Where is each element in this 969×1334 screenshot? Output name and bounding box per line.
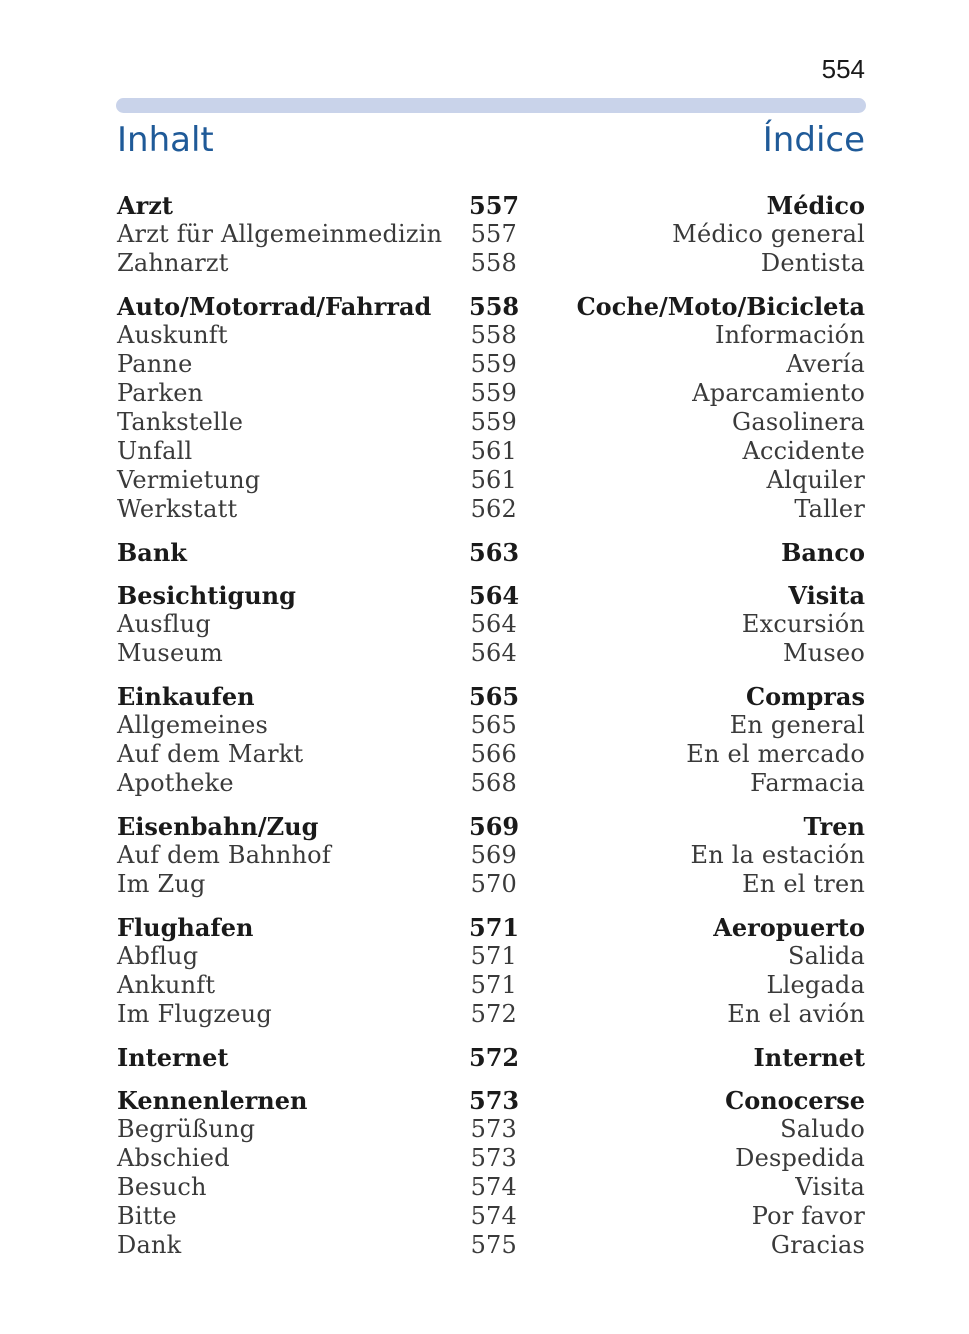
- toc-entry-row[interactable]: [117, 639, 865, 668]
- toc-entry-row[interactable]: [117, 841, 865, 870]
- page-ref: 565: [470, 711, 517, 739]
- toc-heading-row[interactable]: [117, 538, 865, 567]
- toc-entry-row[interactable]: [117, 1000, 865, 1029]
- spanish-term: Museo: [783, 639, 865, 667]
- page-ref: 573: [470, 1115, 517, 1143]
- spanish-term: Médico general: [672, 220, 865, 248]
- toc-section: [117, 581, 865, 668]
- toc-entry-row[interactable]: [117, 408, 865, 437]
- toc-entry-row[interactable]: [117, 971, 865, 1000]
- toc-entry-row[interactable]: [117, 1144, 865, 1173]
- page-ref: 558: [469, 292, 520, 321]
- german-term: Im Zug: [117, 870, 206, 898]
- toc-entry-row[interactable]: [117, 1231, 865, 1260]
- german-term: Parken: [117, 379, 204, 407]
- spanish-term: Aparcamiento: [692, 379, 865, 407]
- german-term: Dank: [117, 1231, 182, 1259]
- spanish-term: Aeropuerto: [713, 913, 865, 942]
- german-term: Zahnarzt: [117, 249, 229, 277]
- spanish-term: Dentista: [760, 249, 865, 277]
- toc-heading-row[interactable]: [117, 682, 865, 711]
- german-term: Werkstatt: [117, 495, 238, 523]
- spanish-term: En el mercado: [686, 740, 865, 768]
- toc-heading-row[interactable]: [117, 191, 865, 220]
- german-term: Allgemeines: [117, 711, 269, 739]
- page-ref: 571: [470, 942, 517, 970]
- page-ref: 572: [470, 1000, 517, 1028]
- spanish-term: Por favor: [751, 1202, 865, 1230]
- german-term: Auto/Motorrad/Fahrrad: [117, 292, 432, 321]
- toc-entry-row[interactable]: [117, 350, 865, 379]
- german-term: Arzt für Allgemeinmedizin: [117, 220, 443, 248]
- page-ref: 558: [470, 249, 517, 277]
- toc-heading-row[interactable]: [117, 1086, 865, 1115]
- page-ref: 568: [470, 769, 517, 797]
- toc-entry-row[interactable]: [117, 437, 865, 466]
- spanish-term: Excursión: [741, 610, 865, 638]
- page-ref: 561: [470, 437, 517, 465]
- spanish-term: Taller: [794, 495, 865, 523]
- german-term: Tankstelle: [117, 408, 244, 436]
- table-of-contents: [117, 191, 865, 1274]
- page-ref: 557: [470, 220, 517, 248]
- toc-section: [117, 913, 865, 1029]
- spanish-term: Avería: [786, 350, 865, 378]
- german-term: Panne: [117, 350, 193, 378]
- toc-section: [117, 1086, 865, 1260]
- toc-entry-row[interactable]: [117, 769, 865, 798]
- toc-heading-row[interactable]: [117, 581, 865, 610]
- toc-heading-row[interactable]: [117, 913, 865, 942]
- spanish-term: Internet: [753, 1043, 865, 1072]
- toc-heading-row[interactable]: [117, 292, 865, 321]
- page-ref: 573: [470, 1144, 517, 1172]
- spanish-term: Conocerse: [725, 1086, 865, 1115]
- page-ref: 569: [469, 812, 520, 841]
- toc-heading-row[interactable]: [117, 1043, 865, 1072]
- toc-section: [117, 538, 865, 567]
- page-ref: 566: [470, 740, 517, 768]
- page-ref: 573: [469, 1086, 520, 1115]
- toc-entry-row[interactable]: [117, 942, 865, 971]
- page-ref: 562: [470, 495, 517, 523]
- page-ref: 575: [470, 1231, 517, 1259]
- spanish-term: Banco: [781, 538, 865, 567]
- spanish-term: En general: [729, 711, 865, 739]
- german-term: Kennenlernen: [117, 1086, 308, 1115]
- german-term: Arzt: [117, 191, 173, 220]
- german-term: Vermietung: [117, 466, 261, 494]
- german-term: Museum: [117, 639, 223, 667]
- page-number: 554: [821, 54, 865, 84]
- page-ref: 574: [470, 1202, 517, 1230]
- german-term: Eisenbahn/Zug: [117, 812, 319, 841]
- page-ref: 557: [469, 191, 520, 220]
- spanish-term: Alquiler: [766, 466, 865, 494]
- spanish-term: Despedida: [735, 1144, 865, 1172]
- german-term: Ausflug: [117, 610, 211, 638]
- german-term: Flughafen: [117, 913, 254, 942]
- page-ref: 559: [470, 408, 517, 436]
- toc-entry-row[interactable]: [117, 1202, 865, 1231]
- title-spanish: Índice: [762, 120, 865, 160]
- german-term: Ankunft: [117, 971, 216, 999]
- german-term: Unfall: [117, 437, 193, 465]
- german-term: Bitte: [117, 1202, 177, 1230]
- toc-heading-row[interactable]: [117, 812, 865, 841]
- header-rule: [116, 98, 866, 113]
- page-ref: 563: [469, 538, 520, 567]
- toc-entry-row[interactable]: [117, 220, 865, 249]
- spanish-term: En el avión: [727, 1000, 865, 1028]
- spanish-term: Saludo: [780, 1115, 865, 1143]
- toc-entry-row[interactable]: [117, 249, 865, 278]
- spanish-term: En el tren: [742, 870, 865, 898]
- german-term: Auf dem Bahnhof: [117, 841, 331, 869]
- page-ref: 559: [470, 379, 517, 407]
- toc-section: [117, 682, 865, 798]
- page-ref: 571: [469, 913, 520, 942]
- toc-entry-row[interactable]: [117, 610, 865, 639]
- page-ref: 564: [470, 610, 517, 638]
- toc-entry-row[interactable]: [117, 466, 865, 495]
- toc-entry-row[interactable]: [117, 379, 865, 408]
- page-ref: 564: [469, 581, 520, 610]
- toc-entry-row[interactable]: [117, 870, 865, 899]
- spanish-term: Tren: [803, 812, 865, 841]
- page-ref: 570: [470, 870, 517, 898]
- spanish-term: Farmacia: [750, 769, 865, 797]
- page-ref: 564: [470, 639, 517, 667]
- page-ref: 558: [470, 321, 517, 349]
- title-german: Inhalt: [117, 120, 214, 160]
- toc-entry-row[interactable]: [117, 711, 865, 740]
- toc-entry-row[interactable]: [117, 495, 865, 524]
- toc-section: [117, 191, 865, 278]
- german-term: Besuch: [117, 1173, 207, 1201]
- toc-section: [117, 812, 865, 899]
- toc-section: [117, 292, 865, 524]
- spanish-term: Accidente: [742, 437, 865, 465]
- german-term: Bank: [117, 538, 187, 567]
- german-term: Apotheke: [117, 769, 234, 797]
- spanish-term: Gasolinera: [731, 408, 865, 436]
- page-ref: 574: [470, 1173, 517, 1201]
- spanish-term: Compras: [746, 682, 865, 711]
- toc-entry-row[interactable]: [117, 1173, 865, 1202]
- page-ref: 561: [470, 466, 517, 494]
- page-ref: 559: [470, 350, 517, 378]
- spanish-term: Llegada: [766, 971, 865, 999]
- toc-entry-row[interactable]: [117, 740, 865, 769]
- german-term: Begrüßung: [117, 1115, 256, 1143]
- spanish-term: Información: [714, 321, 865, 349]
- german-term: Im Flugzeug: [117, 1000, 272, 1028]
- spanish-term: Visita: [795, 1173, 865, 1201]
- spanish-term: Coche/Moto/Bicicleta: [576, 292, 865, 321]
- german-term: Auf dem Markt: [117, 740, 304, 768]
- german-term: Abflug: [117, 942, 199, 970]
- spanish-term: Salida: [788, 942, 865, 970]
- toc-entry-row[interactable]: [117, 1115, 865, 1144]
- spanish-term: Visita: [788, 581, 865, 610]
- german-term: Auskunft: [117, 321, 228, 349]
- german-term: Besichtigung: [117, 581, 296, 610]
- spanish-term: Gracias: [770, 1231, 865, 1259]
- toc-entry-row[interactable]: [117, 321, 865, 350]
- spanish-term: Médico: [766, 191, 865, 220]
- german-term: Internet: [117, 1043, 229, 1072]
- german-term: Einkaufen: [117, 682, 255, 711]
- german-term: Abschied: [117, 1144, 230, 1172]
- page-ref: 569: [470, 841, 517, 869]
- page-ref: 571: [470, 971, 517, 999]
- spanish-term: En la estación: [690, 841, 865, 869]
- toc-section: [117, 1043, 865, 1072]
- page-ref: 572: [469, 1043, 520, 1072]
- page-ref: 565: [469, 682, 520, 711]
